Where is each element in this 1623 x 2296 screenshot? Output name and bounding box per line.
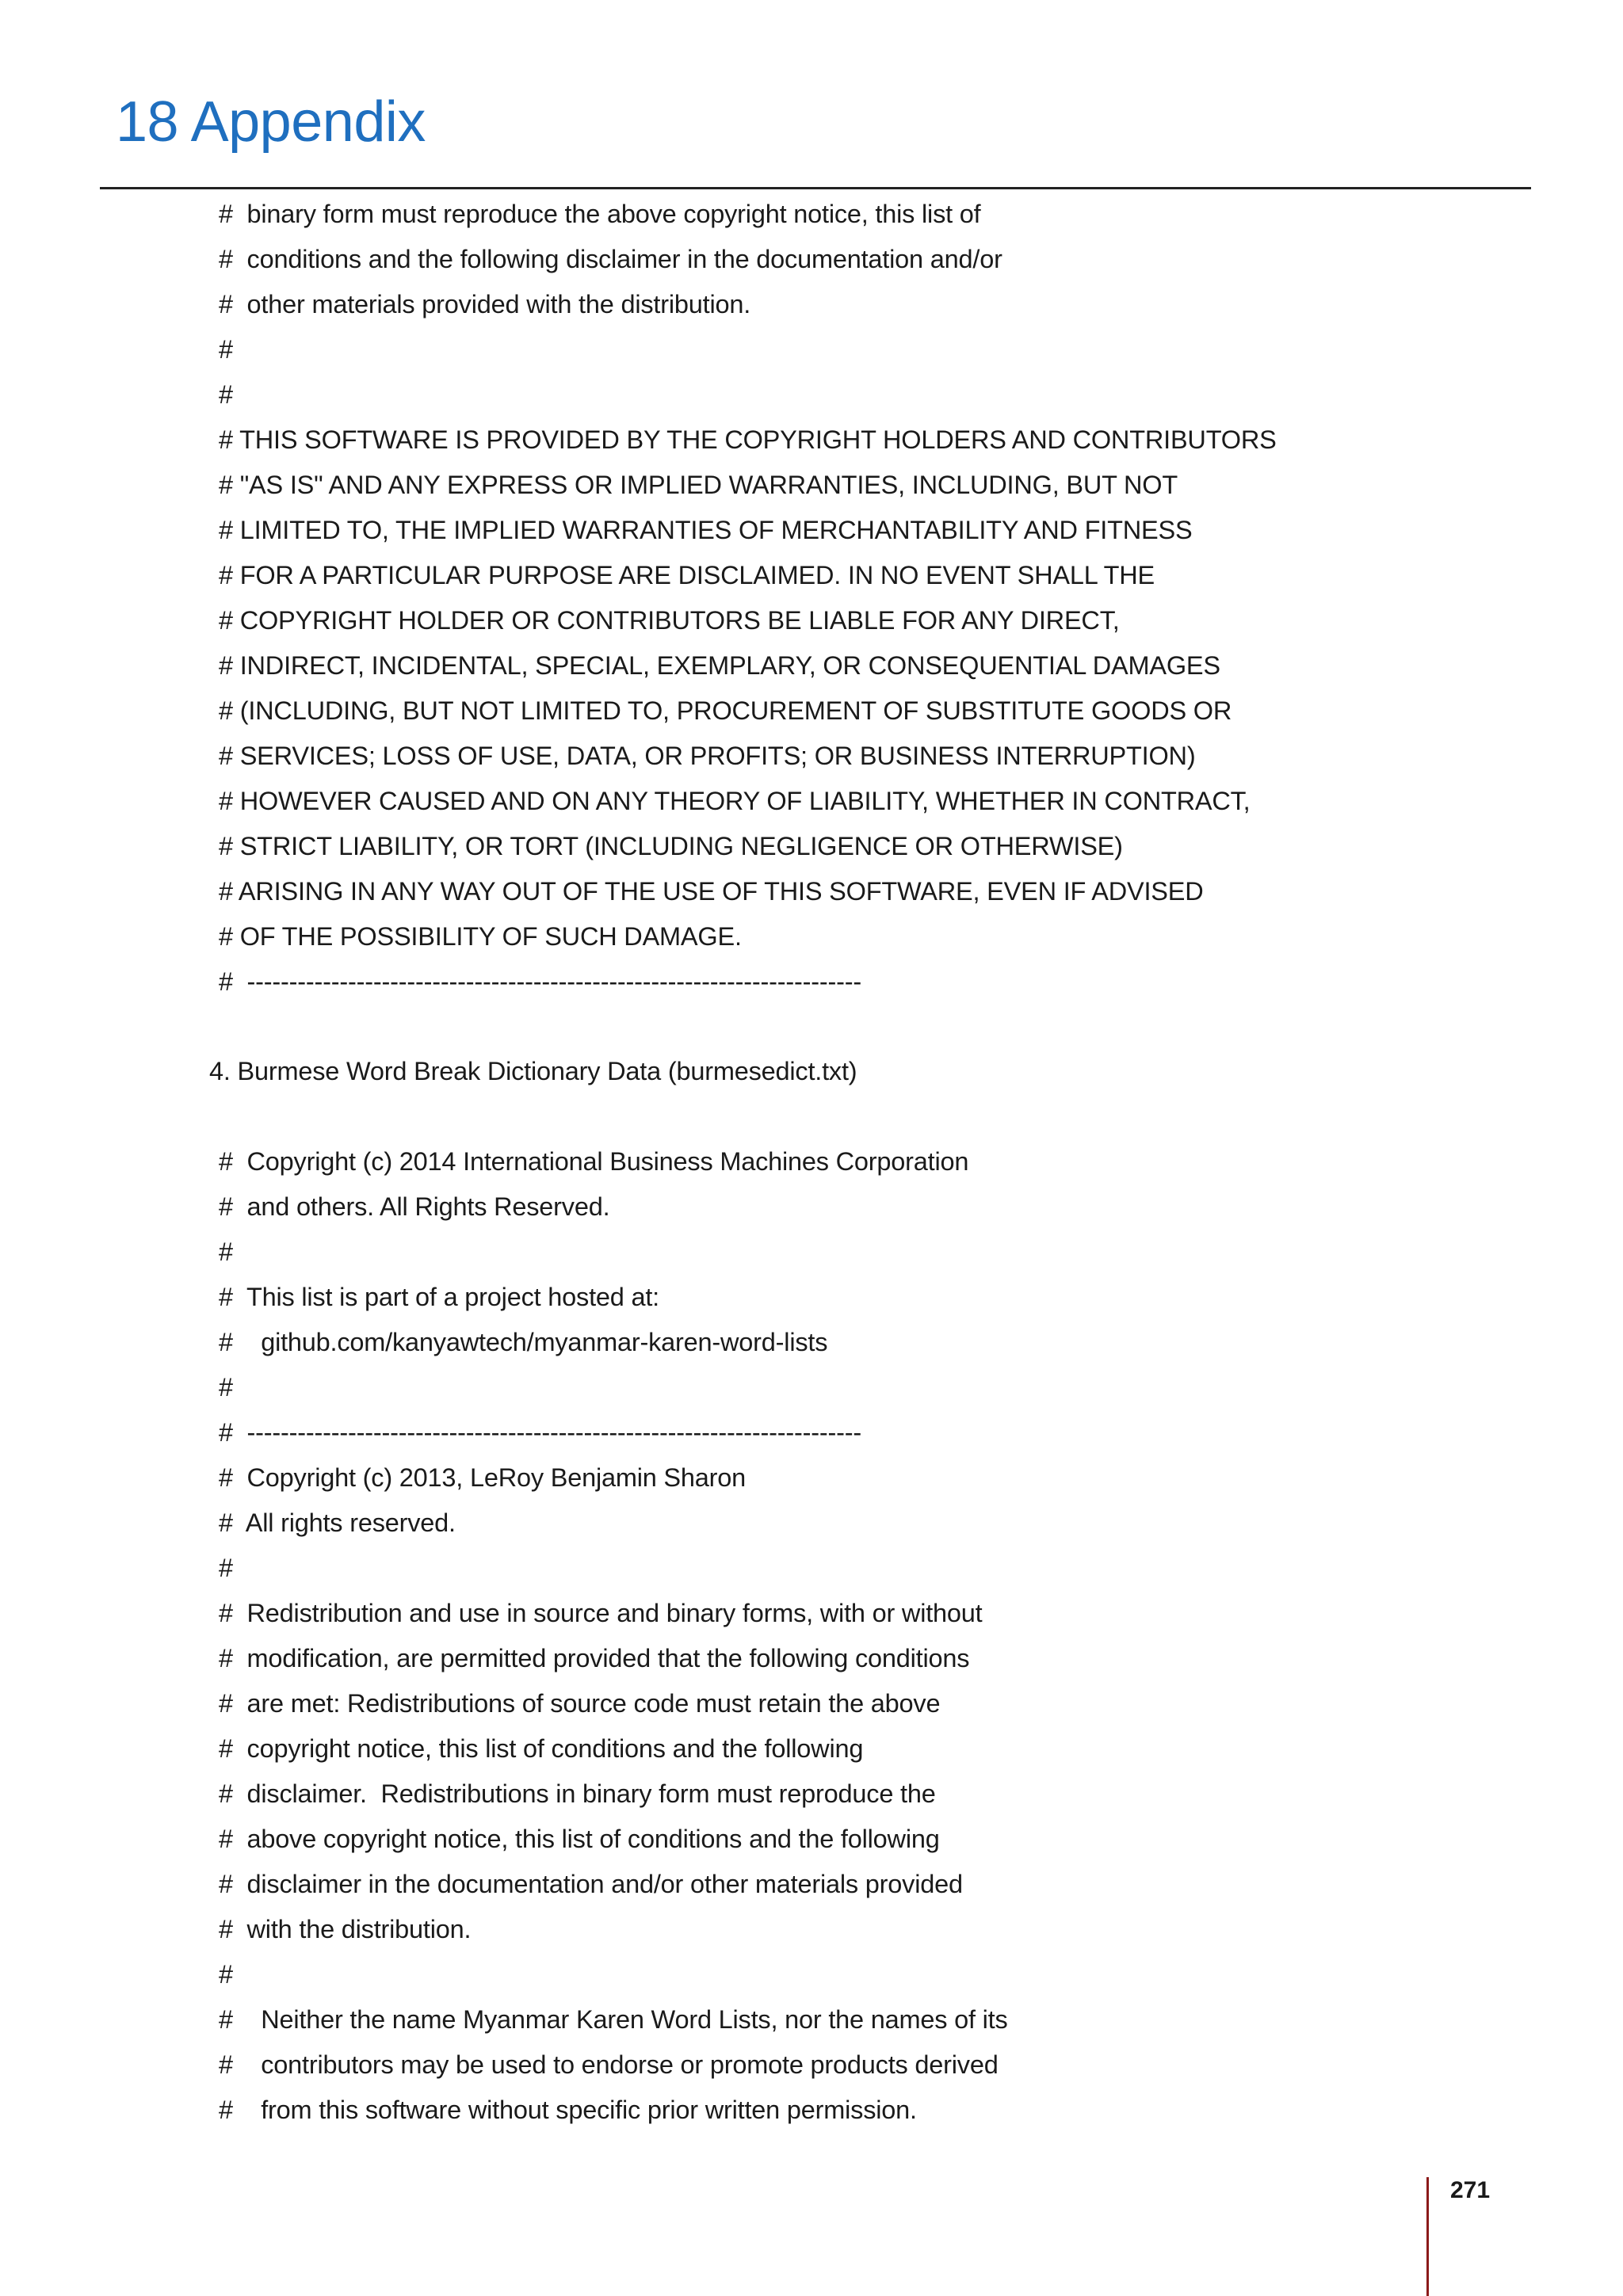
text-line: # Redistribution and use in source and binary forms, with or without [219, 1599, 983, 1627]
chapter-title: 18 Appendix [116, 90, 426, 154]
text-line: # disclaimer in the documentation and/or other materials provided [219, 1870, 963, 1898]
text-line: # ------------------------------------------------------------------------- [219, 967, 861, 996]
text-line: # Copyright (c) 2013, LeRoy Benjamin Sharon [219, 1463, 747, 1492]
text-line: # LIMITED TO, THE IMPLIED WARRANTIES OF MERCHANTABILITY AND FITNESS [219, 516, 1193, 544]
text-line: # conditions and the following disclaimer in the documentation and/or [219, 245, 1002, 273]
text-line: # INDIRECT, INCIDENTAL, SPECIAL, EXEMPLARY, OR CONSEQUENTIAL DAMAGES [219, 651, 1220, 680]
text-line: # copyright notice, this list of conditions and the following [219, 1734, 864, 1763]
text-line: # above copyright notice, this list of conditions and the following [219, 1825, 940, 1853]
text-line: # ARISING IN ANY WAY OUT OF THE USE OF THIS SOFTWARE, EVEN IF ADVISED [219, 877, 1204, 906]
text-line: # are met: Redistributions of source code must retain the above [219, 1689, 941, 1718]
text-line: # modification, are permitted provided that the following conditions [219, 1644, 970, 1672]
text-line: # and others. All Rights Reserved. [219, 1192, 610, 1221]
text-line: # HOWEVER CAUSED AND ON ANY THEORY OF LIABILITY, WHETHER IN CONTRACT, [219, 787, 1251, 815]
text-line: # ------------------------------------------------------------------------- [219, 1418, 861, 1447]
text-line: # All rights reserved. [219, 1508, 456, 1537]
footer-divider [1426, 2177, 1429, 2296]
text-line: # Copyright (c) 2014 International Business Machines Corporation [219, 1147, 969, 1176]
text-line: # [219, 335, 233, 364]
page-number: 271 [1450, 2177, 1491, 2203]
section-heading: 4. Burmese Word Break Dictionary Data (burmesedict.txt) [209, 1057, 857, 1085]
text-line: # THIS SOFTWARE IS PROVIDED BY THE COPYRIGHT HOLDERS AND CONTRIBUTORS [219, 425, 1277, 454]
text-line: # "AS IS" AND ANY EXPRESS OR IMPLIED WARRANTIES, INCLUDING, BUT NOT [219, 471, 1178, 499]
text-line: # OF THE POSSIBILITY OF SUCH DAMAGE. [219, 922, 742, 951]
text-line: # Neither the name Myanmar Karen Word Lists, nor the names of its [219, 2005, 1008, 2034]
text-line: # other materials provided with the distribution. [219, 290, 751, 318]
text-line: # binary form must reproduce the above copyright notice, this list of [219, 200, 981, 228]
text-line: # This list is part of a project hosted at: [219, 1283, 660, 1311]
text-line: # COPYRIGHT HOLDER OR CONTRIBUTORS BE LIABLE FOR ANY DIRECT, [219, 606, 1120, 635]
text-line: # [219, 1373, 233, 1402]
text-line: # github.com/kanyawtech/myanmar-karen-word-lists [219, 1328, 828, 1356]
text-line: # [219, 1960, 233, 1989]
text-line: # disclaimer. Redistributions in binary form must reproduce the [219, 1779, 936, 1808]
text-line: # [219, 380, 233, 409]
text-line: # from this software without specific prior written permission. [219, 2096, 917, 2124]
text-line: # [219, 1554, 233, 1582]
text-line: # [219, 1238, 233, 1266]
text-line: # STRICT LIABILITY, OR TORT (INCLUDING NEGLIGENCE OR OTHERWISE) [219, 832, 1123, 860]
text-line: # with the distribution. [219, 1915, 472, 1943]
text-line: # FOR A PARTICULAR PURPOSE ARE DISCLAIMED. IN NO EVENT SHALL THE [219, 561, 1155, 589]
text-line: # (INCLUDING, BUT NOT LIMITED TO, PROCUREMENT OF SUBSTITUTE GOODS OR [219, 696, 1232, 725]
text-line: # contributors may be used to endorse or promote products derived [219, 2050, 999, 2079]
text-line: # SERVICES; LOSS OF USE, DATA, OR PROFITS; OR BUSINESS INTERRUPTION) [219, 742, 1196, 770]
